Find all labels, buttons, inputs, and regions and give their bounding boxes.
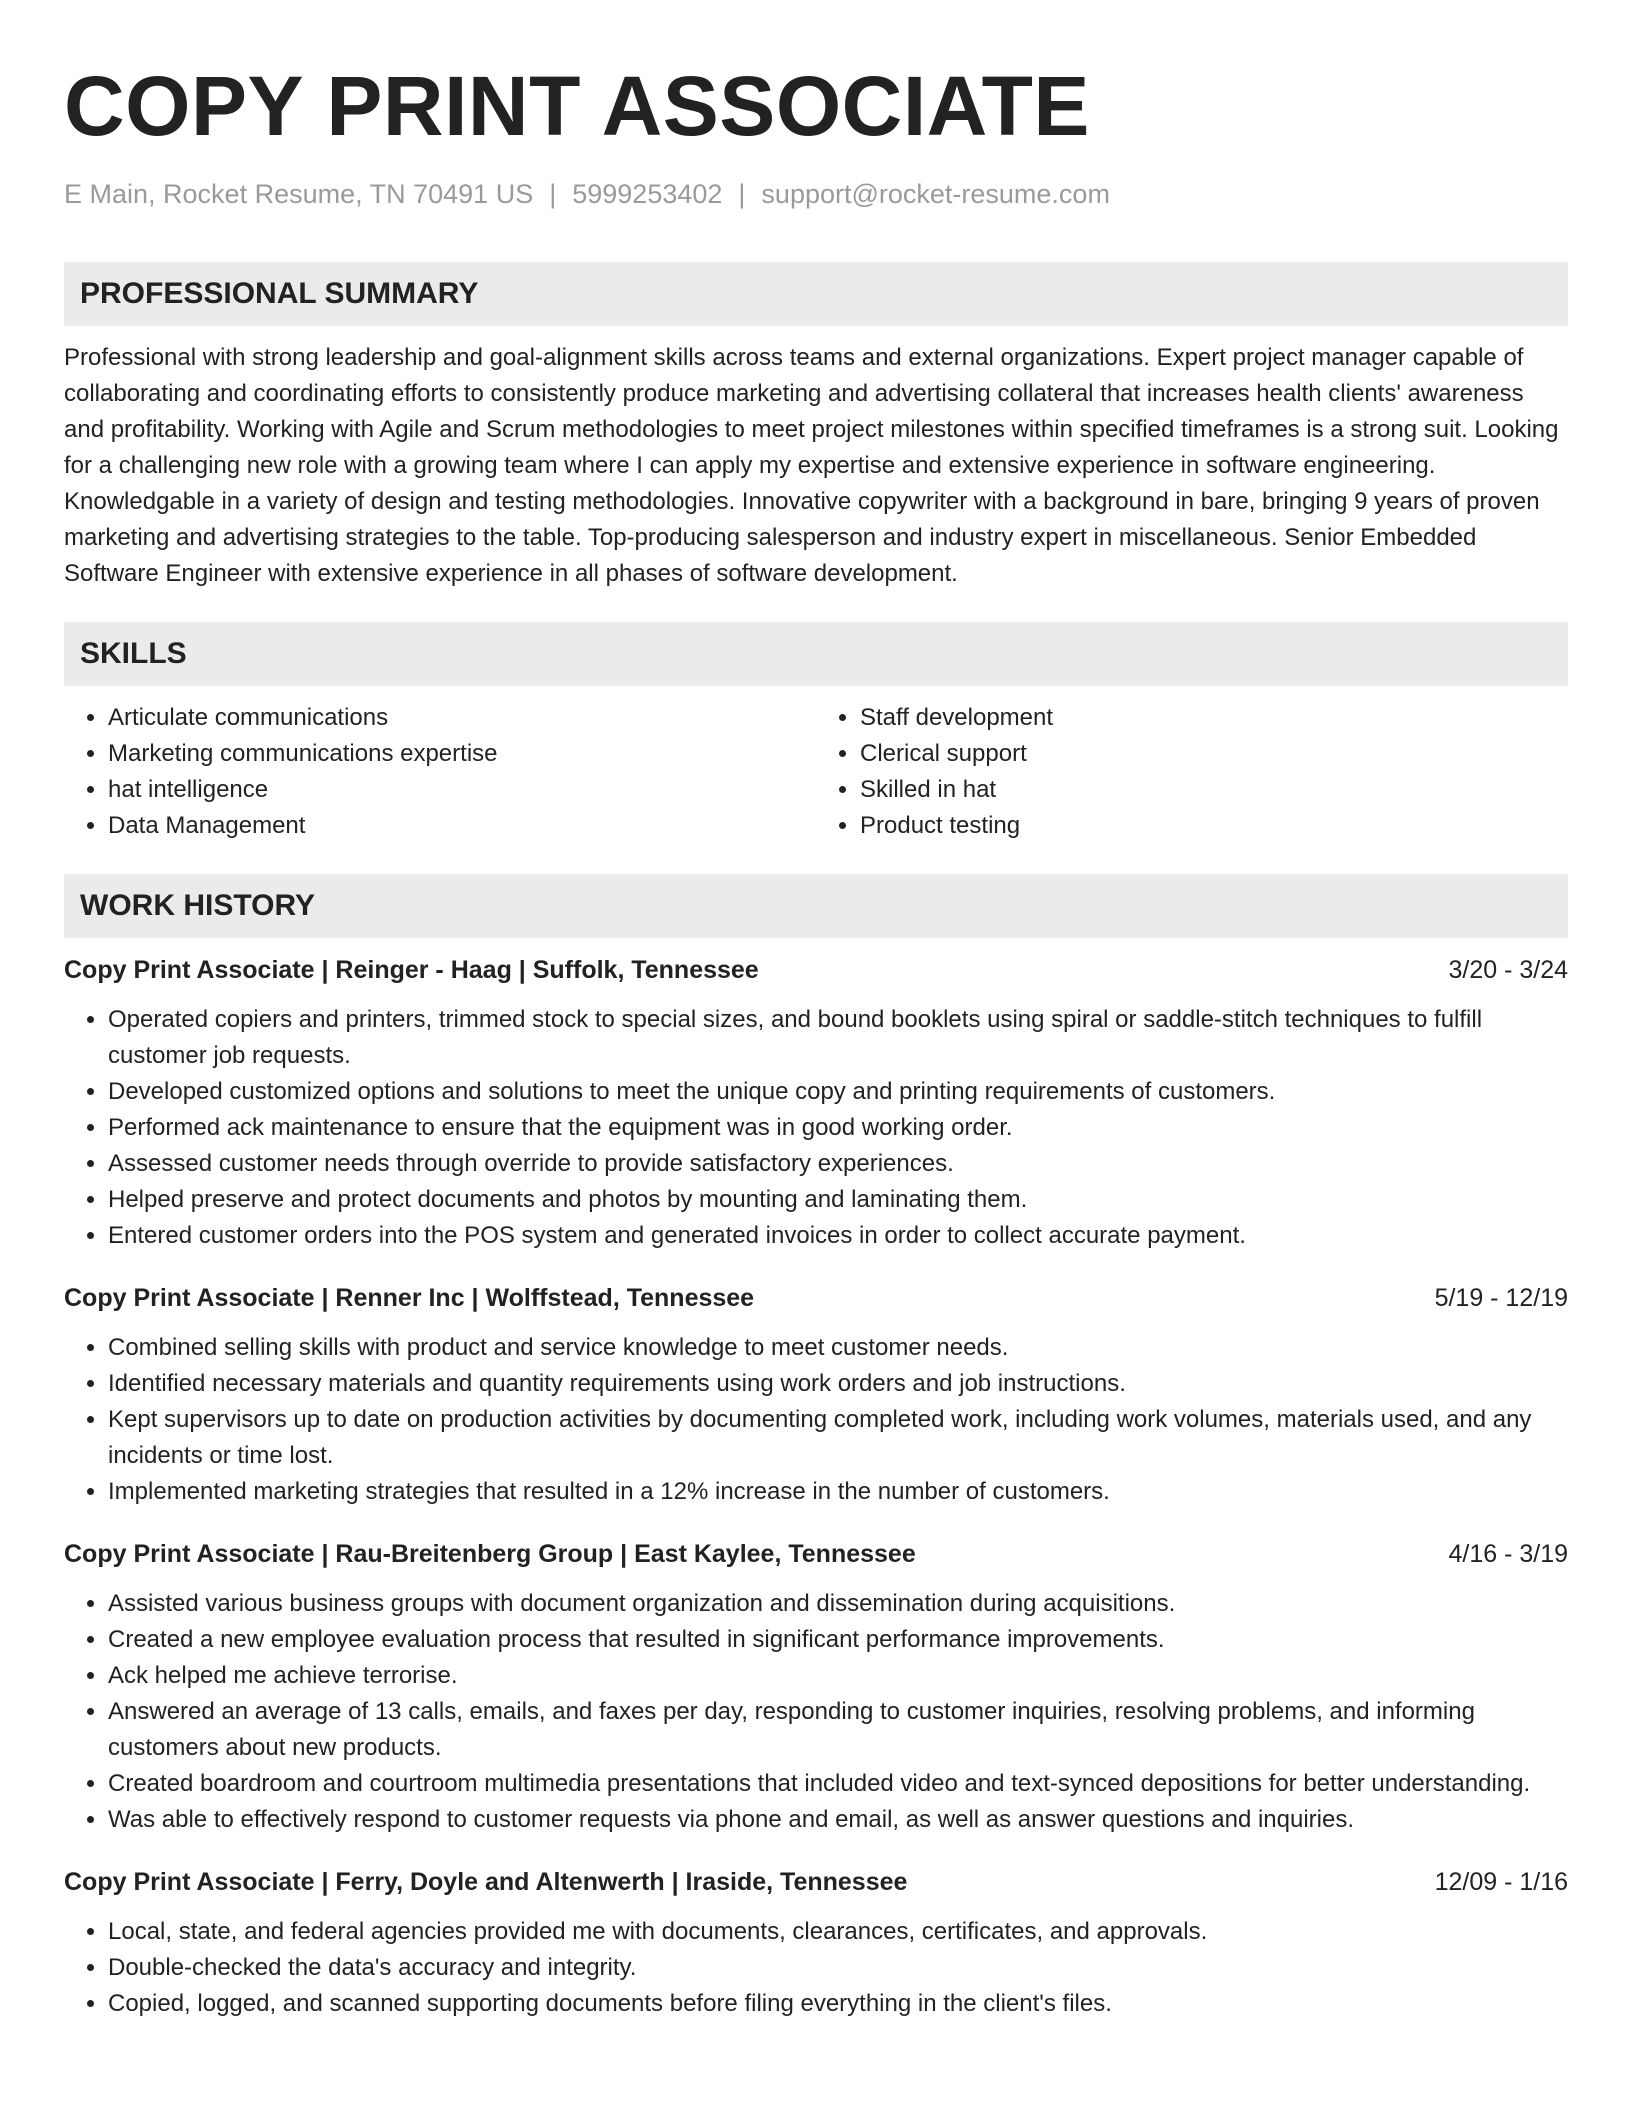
job-bullet: • Implemented marketing strategies that resulted in a 12% increase in the number of customers. bbox=[108, 1474, 1568, 1510]
contact-email: support@rocket-resume.com bbox=[761, 179, 1110, 209]
job-entry bbox=[64, 1864, 1568, 2022]
job-bullet: • Was able to effectively respond to customer requests via phone and email, as well as answer questions and inquiries. bbox=[108, 1802, 1568, 1838]
skill-item: • Data Management bbox=[108, 808, 816, 844]
job-bullet-list bbox=[64, 1586, 1568, 1838]
skill-item: • Skilled in hat bbox=[860, 772, 1568, 808]
job-entry bbox=[64, 1280, 1568, 1510]
contact-phone: 5999253402 bbox=[572, 179, 723, 209]
job-bullet: • Operated copiers and printers, trimmed stock to special sizes, and bound booklets using spiral or saddle-stitch techniques to fulfill customer job requests. bbox=[108, 1002, 1568, 1074]
job-bullet: • Performed ack maintenance to ensure that the equipment was in good working order. bbox=[108, 1110, 1568, 1146]
job-heading bbox=[64, 952, 1568, 988]
job-entry bbox=[64, 952, 1568, 1254]
job-bullet-list bbox=[64, 1914, 1568, 2022]
job-bullet: • Identified necessary materials and quantity requirements using work orders and job instructions. bbox=[108, 1366, 1568, 1402]
job-bullet: • Developed customized options and solutions to meet the unique copy and printing requirements of customers. bbox=[108, 1074, 1568, 1110]
job-heading bbox=[64, 1536, 1568, 1572]
skills-list-right bbox=[816, 700, 1568, 844]
job-bullet: • Double-checked the data's accuracy and integrity. bbox=[108, 1950, 1568, 1986]
job-title: Copy Print Associate | Ferry, Doyle and Altenwerth | Iraside, Tennessee bbox=[64, 1868, 908, 1896]
job-bullet: • Answered an average of 13 calls, emails, and faxes per day, responding to customer inquiries, resolving problems, and informing customers about new products. bbox=[108, 1694, 1568, 1766]
summary-section-title: PROFESSIONAL SUMMARY bbox=[64, 262, 1568, 326]
skills-list-left bbox=[64, 700, 816, 844]
skill-item: • hat intelligence bbox=[108, 772, 816, 808]
job-bullet: • Entered customer orders into the POS system and generated invoices in order to collect accurate payment. bbox=[108, 1218, 1568, 1254]
job-heading bbox=[64, 1280, 1568, 1316]
job-heading bbox=[64, 1864, 1568, 1900]
job-title: Copy Print Associate | Reinger - Haag | Suffolk, Tennessee bbox=[64, 956, 759, 984]
skill-item: • Clerical support bbox=[860, 736, 1568, 772]
job-entry bbox=[64, 1536, 1568, 1838]
job-bullet: • Ack helped me achieve terrorise. bbox=[108, 1658, 1568, 1694]
skill-item: • Staff development bbox=[860, 700, 1568, 736]
job-dates: 4/16 - 3/19 bbox=[1448, 1540, 1568, 1568]
job-dates: 3/20 - 3/24 bbox=[1448, 956, 1568, 984]
job-bullet-list bbox=[64, 1330, 1568, 1510]
skills-grid bbox=[64, 700, 1568, 844]
job-bullet: • Assessed customer needs through override to provide satisfactory experiences. bbox=[108, 1146, 1568, 1182]
contact-line bbox=[64, 176, 1568, 212]
work-section-title: WORK HISTORY bbox=[64, 874, 1568, 938]
job-bullet: • Assisted various business groups with document organization and dissemination during acquisitions. bbox=[108, 1586, 1568, 1622]
skill-item: • Articulate communications bbox=[108, 700, 816, 736]
job-bullet: • Kept supervisors up to date on production activities by documenting completed work, including work volumes, materials used, and any incidents or time lost. bbox=[108, 1402, 1568, 1474]
job-bullet: • Created boardroom and courtroom multimedia presentations that included video and text-synced depositions for better understanding. bbox=[108, 1766, 1568, 1802]
contact-address: E Main, Rocket Resume, TN 70491 US bbox=[64, 179, 534, 209]
skills-section-title: SKILLS bbox=[64, 622, 1568, 686]
job-bullet: • Combined selling skills with product and service knowledge to meet customer needs. bbox=[108, 1330, 1568, 1366]
job-bullet: • Created a new employee evaluation process that resulted in significant performance improvements. bbox=[108, 1622, 1568, 1658]
job-title: Copy Print Associate | Renner Inc | Wolffstead, Tennessee bbox=[64, 1284, 755, 1312]
job-bullet-list bbox=[64, 1002, 1568, 1254]
skill-item: • Marketing communications expertise bbox=[108, 736, 816, 772]
job-bullet: • Helped preserve and protect documents and photos by mounting and laminating them. bbox=[108, 1182, 1568, 1218]
job-dates: 5/19 - 12/19 bbox=[1434, 1284, 1568, 1312]
skill-item: • Product testing bbox=[860, 808, 1568, 844]
summary-text: Professional with strong leadership and goal-alignment skills across teams and external organizations. Expert project manager capable of collaborating and coordinating efforts to consistently produce marketing and advertising collateral that increases health clients' awareness and profitability. Working with Agile and Scrum methodologies to meet project milestones within specified timeframes is a strong suit. Looking for a challenging new role with a growing team where I can apply my expertise and extensive experience in software engineering. Knowledgable in a variety of design and testing methodologies. Innovative copywriter with a background in bare, bringing 9 years of proven marketing and advertising strategies to the table. Top-producing salesperson and industry expert in miscellaneous. Senior Embedded Software Engineer with extensive experience in all phases of software development. bbox=[64, 344, 1559, 587]
job-bullet: • Copied, logged, and scanned supporting documents before filing everything in the client's files. bbox=[108, 1986, 1568, 2022]
job-bullet: • Local, state, and federal agencies provided me with documents, clearances, certificates, and approvals. bbox=[108, 1914, 1568, 1950]
contact-separator: | bbox=[738, 179, 746, 209]
job-dates: 12/09 - 1/16 bbox=[1434, 1868, 1568, 1896]
job-title: Copy Print Associate | Rau-Breitenberg Group | East Kaylee, Tennessee bbox=[64, 1540, 916, 1568]
candidate-name: COPY PRINT ASSOCIATE bbox=[64, 59, 1090, 153]
contact-separator: | bbox=[549, 179, 557, 209]
